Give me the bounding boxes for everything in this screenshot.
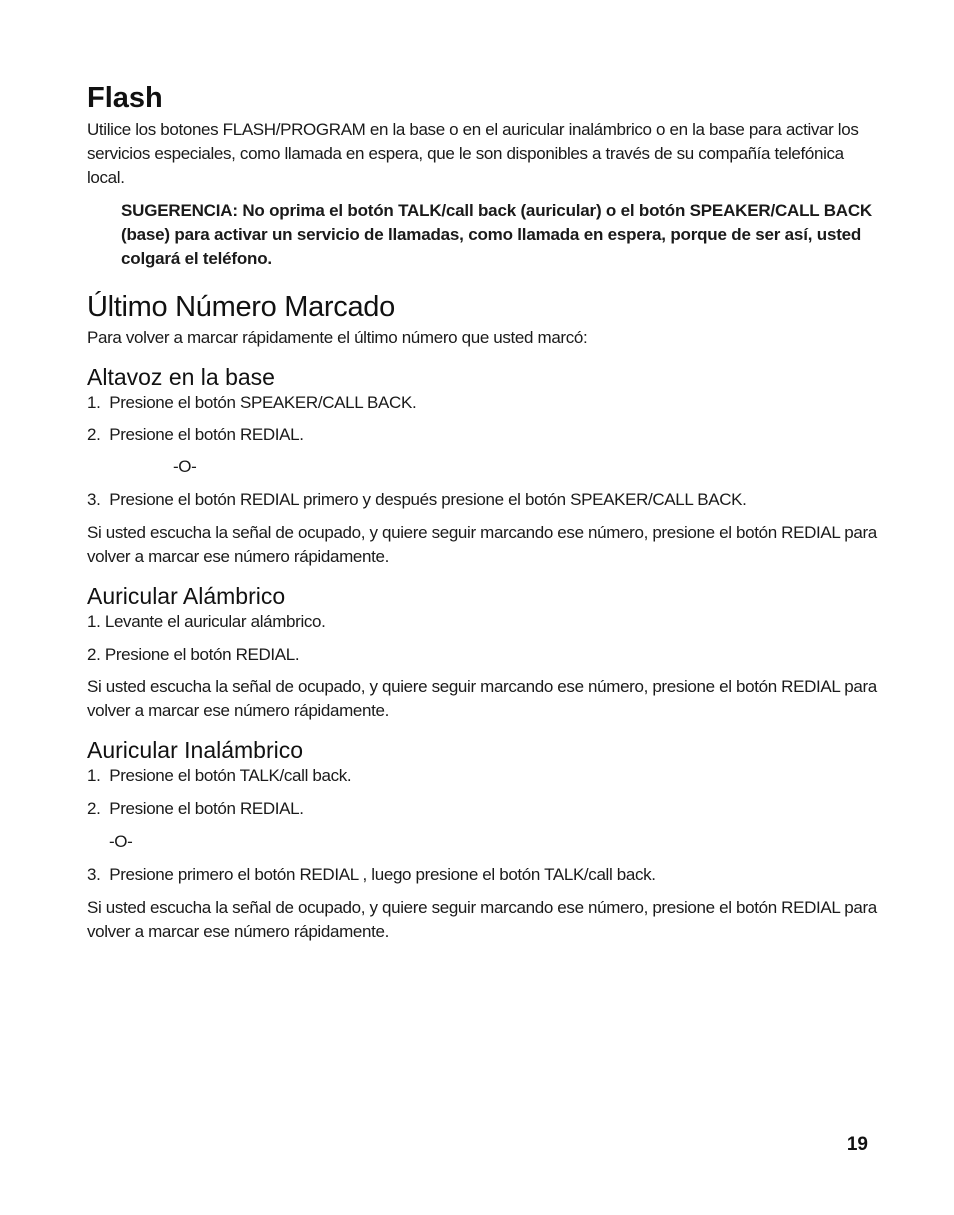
cordless-step-3: 3. Presione primero el botón REDIAL , luego presione el botón TALK/call back.	[87, 865, 656, 884]
manual-page	[87, 80, 877, 944]
flash-body: Utilice los botones FLASH/PROGRAM en la base o en el auricular inalámbrico o en la base para activar los servicios especiales, como llamada en espera, que le son disponibles a través de su compañía telefónica local.	[87, 120, 859, 187]
cordless-note: Si usted escucha la señal de ocupado, y quiere seguir marcando ese número, presione el botón REDIAL para volver a marcar ese número rápidamente.	[87, 898, 877, 941]
flash-tip: SUGERENCIA: No oprima el botón TALK/call back (auricular) o el botón SPEAKER/CALL BACK (base) para activar un servicio de llamadas, como llamada en espera, porque de ser así, usted colgará el teléfono.	[121, 201, 873, 268]
speaker-heading: Altavoz en la base	[87, 364, 275, 390]
cordless-heading: Auricular Inalámbrico	[87, 737, 304, 763]
cordless-step-2: 2. Presione el botón REDIAL.	[87, 799, 304, 818]
corded-note: Si usted escucha la señal de ocupado, y quiere seguir marcando ese número, presione el botón REDIAL para volver a marcar ese número rápidamente.	[87, 677, 877, 720]
cordless-or: -O-	[109, 832, 133, 851]
page-number: 19	[846, 1134, 868, 1155]
corded-step-2: 2. Presione el botón REDIAL.	[87, 645, 300, 664]
flash-heading: Flash	[87, 82, 163, 114]
speaker-or: -O-	[173, 457, 197, 476]
redial-intro: Para volver a marcar rápidamente el último número que usted marcó:	[87, 328, 588, 347]
speaker-step-1: 1. Presione el botón SPEAKER/CALL BACK.	[87, 393, 417, 412]
corded-heading: Auricular Alámbrico	[87, 583, 286, 609]
redial-heading: Último Número Marcado	[87, 291, 395, 323]
speaker-step-2: 2. Presione el botón REDIAL.	[87, 425, 304, 444]
speaker-step-3: 3. Presione el botón REDIAL primero y después presione el botón SPEAKER/CALL BACK.	[87, 490, 747, 509]
corded-step-1: 1. Levante el auricular alámbrico.	[87, 612, 326, 631]
speaker-note: Si usted escucha la señal de ocupado, y quiere seguir marcando ese número, presione el botón REDIAL para volver a marcar ese número rápidamente.	[87, 523, 877, 566]
cordless-step-1: 1. Presione el botón TALK/call back.	[87, 766, 352, 785]
